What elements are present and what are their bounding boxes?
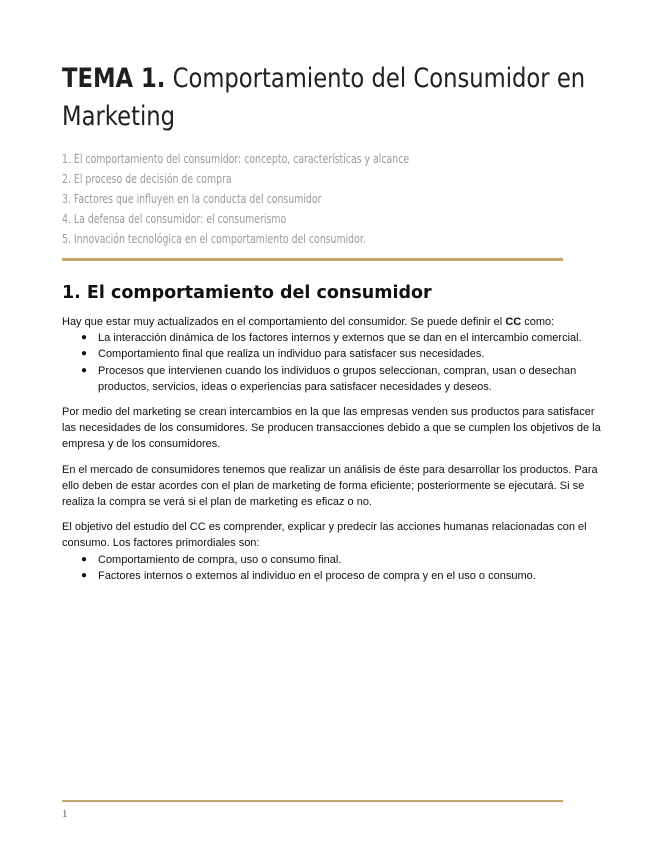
header-divider [62, 258, 563, 261]
table-of-contents [62, 149, 409, 249]
page-number: 1 [62, 808, 68, 820]
list-item [81, 568, 602, 584]
section-body [62, 314, 602, 584]
list-item [81, 330, 602, 346]
list-item-text: Comportamiento de compra, uso o consumo final. [98, 553, 342, 566]
definitions-list [62, 330, 602, 395]
intro-bold-term: CC [505, 316, 522, 328]
list-item-text: Factores internos o externos al individuo en el proceso de compra y en el uso o consumo. [98, 569, 536, 582]
list-item-text: Procesos que intervienen cuando los individuos o grupos seleccionan, compran, usan o desechan productos, servicios, ideas o experiencias para satisfacer necesidades y deseos. [98, 364, 577, 393]
factors-list [62, 552, 602, 584]
list-item-text: La interacción dinámica de los factores internos y externos que se dan en el intercambio comercial. [98, 332, 582, 345]
intro-text-end: como: [521, 316, 555, 328]
footer-divider [62, 800, 563, 802]
list-item [81, 346, 602, 362]
paragraph: Por medio del marketing se crean intercambios en la que las empresas venden sus productos para satisfacer las necesidades de los consumidores. Se producen transacciones debido a que se cumplen los objetivos de la empresa y de los consumidores. [62, 406, 601, 451]
list-item [81, 363, 602, 395]
list-item-text: Comportamiento final que realiza un individuo para satisfacer sus necesidades. [98, 348, 485, 361]
intro-text: Hay que estar muy actualizados en el comportamiento del consumidor. Se puede definir el [62, 316, 506, 328]
intro-paragraph [62, 314, 602, 330]
paragraph: En el mercado de consumidores tenemos que realizar un análisis de éste para desarrollar los productos. Para ello deben de estar acordes con el plan de marketing de forma eficiente; posteriormente se ejecutará. Si se realiza la compra se verá si el plan de marketing es eficaz o no. [62, 463, 598, 509]
toc-item: 2. El proceso de decisión de compra [62, 172, 232, 186]
bullet-icon: ● [81, 364, 88, 376]
bullet-icon: ● [81, 348, 88, 360]
toc-item: 3. Factores que influyen en la conducta del consumidor [62, 192, 322, 206]
document-title [62, 60, 600, 136]
section-heading: 1. El comportamiento del consumidor [62, 283, 432, 303]
bullet-icon: ● [81, 553, 88, 565]
list-item [81, 552, 602, 568]
title-number: TEMA 1. [62, 63, 166, 94]
paragraph: El objetivo del estudio del CC es comprender, explicar y predecir las acciones humanas relacionadas con el consumo. Los factores primordiales son: [62, 521, 587, 550]
toc-item: 1. El comportamiento del consumidor: concepto, características y alcance [62, 152, 410, 166]
toc-item: 5. Innovación tecnológica en el comportamiento del consumidor. [62, 232, 366, 246]
toc-item: 4. La defensa del consumidor: el consumerismo [62, 212, 287, 226]
title-text: Comportamiento del Consumidor en Marketing [62, 63, 586, 132]
bullet-icon: ● [81, 569, 88, 581]
bullet-icon: ● [81, 332, 88, 344]
